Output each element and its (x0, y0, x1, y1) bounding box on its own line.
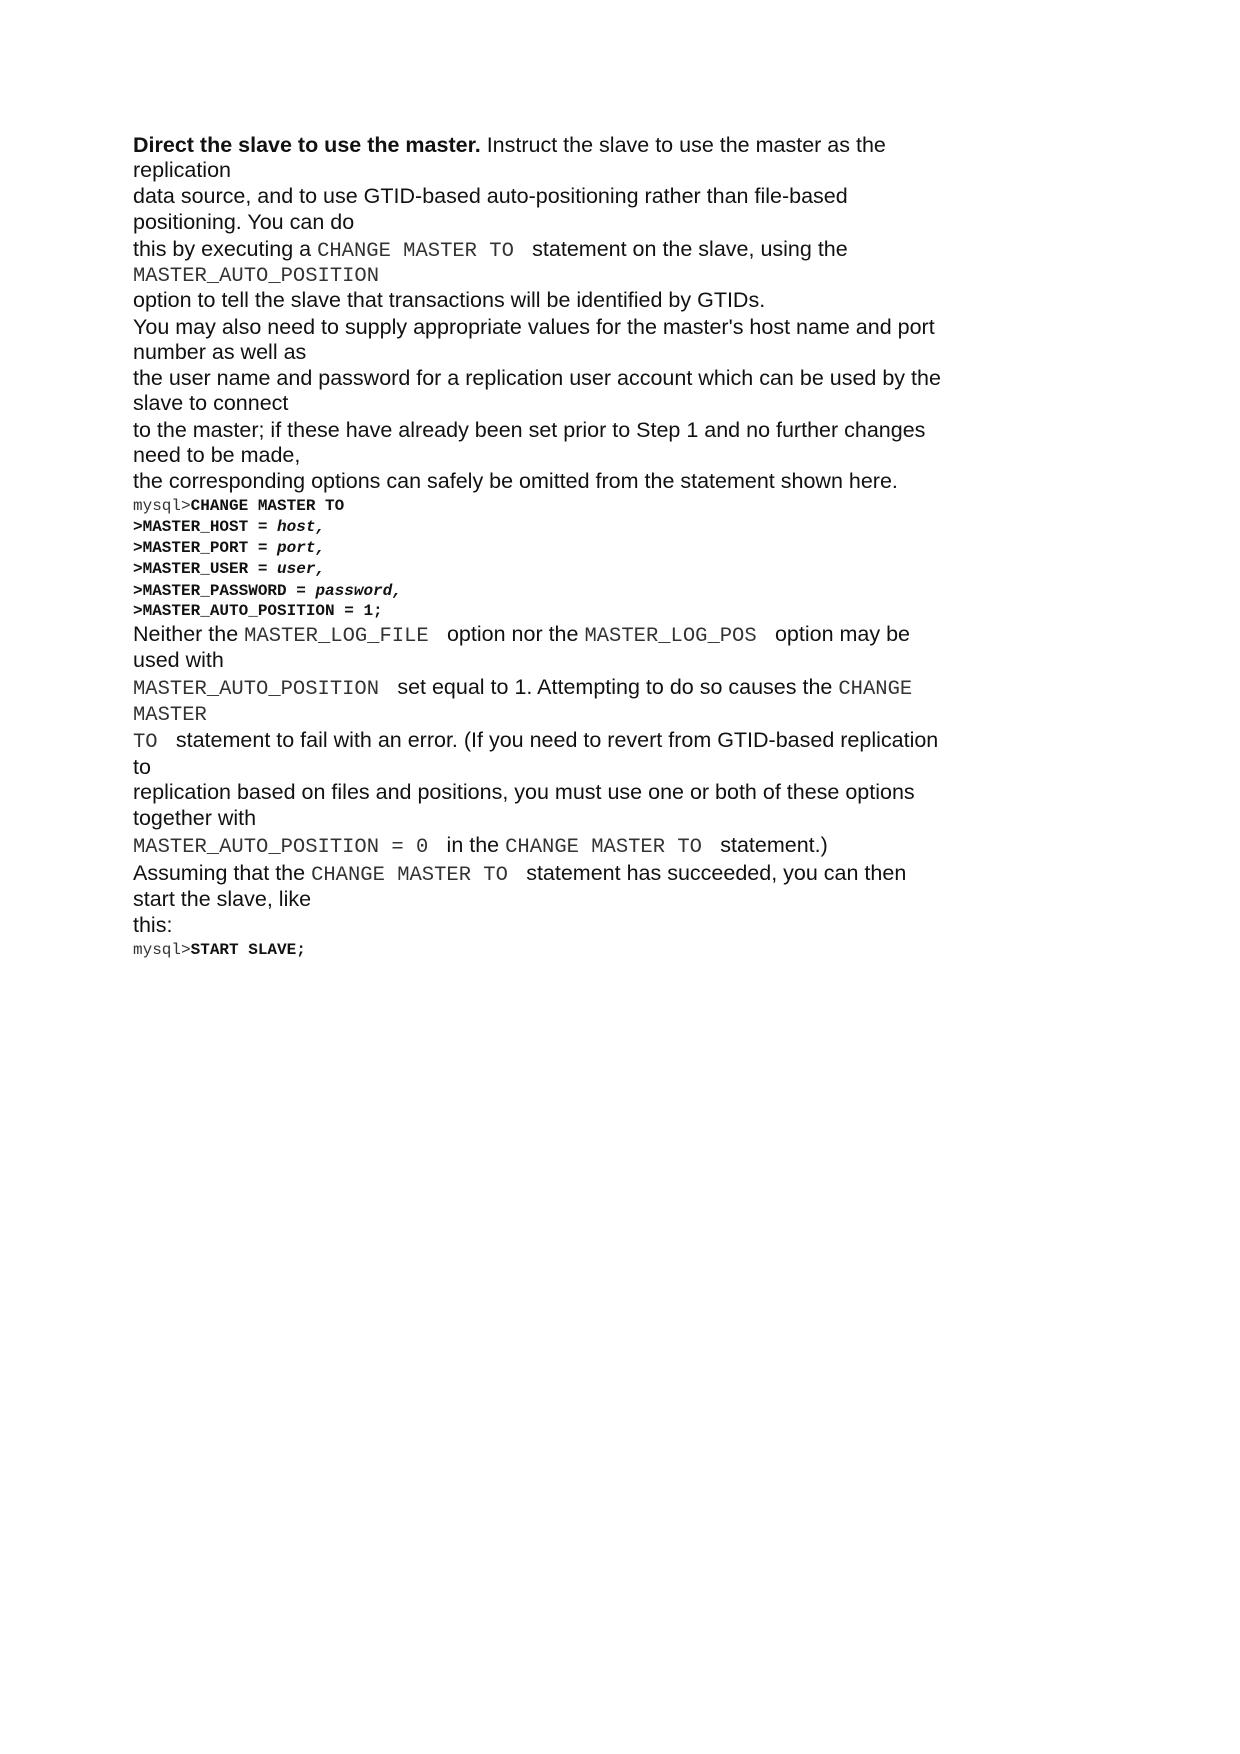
text-line (133, 754, 151, 780)
code-text: CHANGE MASTER TO (311, 864, 521, 887)
body-text: replication (133, 158, 231, 182)
body-text: this: (133, 913, 173, 937)
text-line (133, 912, 172, 938)
body-text: slave to connect (133, 391, 289, 415)
body-text: Instruct the slave to use the master as the (480, 133, 886, 157)
body-text: option to tell the slave that transactions will be identified by GTIDs. (133, 288, 766, 312)
code-line (133, 493, 344, 514)
text-line (133, 727, 938, 753)
code-line (133, 514, 325, 535)
code-text: MASTER_LOG_FILE (244, 625, 441, 648)
body-text: set equal to 1. Attempting to do so causes the (391, 675, 839, 699)
body-text: in the (440, 833, 506, 857)
body-text: data source, and to use GTID-based auto-positioning rather than file-based (133, 184, 848, 208)
body-text: together with (133, 806, 257, 830)
text-line (133, 157, 231, 183)
text-line (133, 209, 354, 235)
body-text: statement on the slave, using the (526, 237, 848, 261)
code-text: MASTER_LOG_POS (584, 625, 769, 648)
code-text: >MASTER_HOST = (133, 517, 278, 536)
text-line (133, 674, 912, 700)
code-text: mysql> (133, 496, 191, 515)
body-text: start the slave, like (133, 887, 312, 911)
code-line (133, 578, 402, 599)
text-line (133, 805, 256, 831)
text-line (133, 832, 828, 858)
code-text: >MASTER_AUTO_POSITION = 1; (133, 601, 383, 620)
text-line (133, 442, 300, 468)
code-text: CHANGE MASTER TO (317, 240, 527, 263)
body-text: number as well as (133, 340, 307, 364)
text-line (133, 132, 886, 158)
text-line (133, 779, 915, 805)
body-text: statement.) (714, 833, 828, 857)
text-line (133, 647, 224, 673)
code-text: >MASTER_USER = (133, 559, 278, 578)
body-text: statement to fail with an error. (If you need to revert from GTID-based replication (169, 728, 939, 752)
code-text: >MASTER_PORT = (133, 538, 278, 557)
body-text: Neither the (133, 622, 245, 646)
text-line (133, 261, 379, 287)
code-text: user, (277, 559, 326, 578)
code-text: TO (133, 731, 170, 754)
code-text: password, (315, 581, 402, 600)
text-line (133, 417, 925, 443)
text-line (133, 287, 765, 313)
code-text: >MASTER_PASSWORD = (133, 581, 316, 600)
text-line (133, 860, 906, 886)
code-text: MASTER_AUTO_POSITION = 0 (133, 836, 441, 859)
text-line (133, 700, 207, 726)
text-line (133, 339, 306, 365)
body-text: positioning. You can do (133, 210, 355, 234)
text-line (133, 621, 910, 647)
code-text: MASTER_AUTO_POSITION (133, 265, 380, 288)
code-line (133, 535, 325, 556)
text-line (133, 365, 941, 391)
code-text: CHANGE MASTER TO (190, 496, 345, 515)
code-text: MASTER_AUTO_POSITION (133, 678, 392, 701)
body-text: used with (133, 648, 224, 672)
text-line (133, 468, 898, 494)
code-text: MASTER (133, 704, 207, 727)
text-line (133, 183, 848, 209)
body-text: replication based on files and positions, you must use one or both of these options (133, 780, 915, 804)
code-line (133, 598, 383, 619)
text-line (133, 314, 935, 340)
code-text: CHANGE MASTER TO (505, 836, 715, 859)
code-line (133, 937, 306, 958)
bold-heading-text: Direct the slave to use the master. (133, 133, 481, 157)
body-text: the corresponding options can safely be omitted from the statement shown here. (133, 469, 898, 493)
body-text: this by executing a (133, 237, 318, 261)
body-text: statement has succeeded, you can then (520, 861, 907, 885)
body-text: option may be (768, 622, 910, 646)
body-text: to (133, 755, 151, 779)
code-text: CHANGE (838, 678, 913, 701)
code-text: host, (277, 517, 326, 536)
text-line (133, 886, 311, 912)
code-text: mysql> (133, 940, 191, 959)
code-text: START SLAVE; (190, 940, 306, 959)
body-text: Assuming that the (133, 861, 312, 885)
code-line (133, 556, 325, 577)
code-text: port, (277, 538, 326, 557)
body-text: option nor the (441, 622, 585, 646)
body-text: You may also need to supply appropriate values for the master's host name and port (133, 315, 935, 339)
body-text: the user name and password for a replication user account which can be used by the (133, 366, 941, 390)
text-line (133, 390, 288, 416)
text-line (133, 236, 848, 262)
body-text: need to be made, (133, 443, 301, 467)
body-text: to the master; if these have already been set prior to Step 1 and no further changes (133, 418, 926, 442)
